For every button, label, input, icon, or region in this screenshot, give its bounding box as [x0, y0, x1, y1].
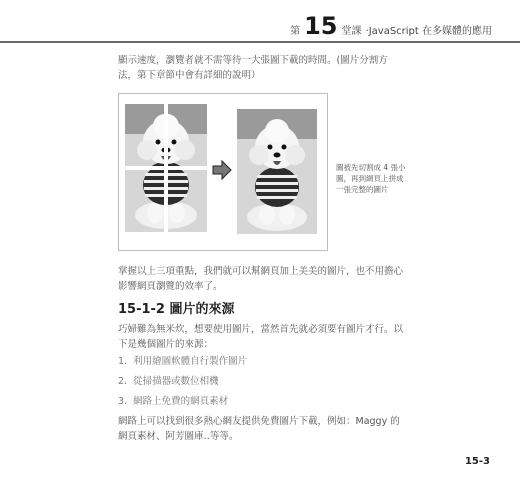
paragraph-2: 掌握以上三項重點，我們就可以幫網頁加上美美的圖片，也不用擔心影響網頁瀏覽的效率了。 [118, 266, 404, 292]
section-title: 圖片的來源 [169, 302, 235, 317]
chapter-prefix: 第 [290, 26, 301, 37]
arrow-right-icon [212, 160, 232, 180]
chapter-header [290, 14, 492, 38]
section-heading [118, 298, 235, 317]
figure-caption: 圖被先切割成 4 張小圖，再到網頁上拼成一張完整的圖片 [336, 163, 406, 194]
list-item-text: 網路上免費的網頁素材 [133, 396, 229, 407]
list-item-number: 2. [118, 376, 128, 387]
assembled-dog-image [237, 109, 317, 234]
tile-top-right [168, 104, 207, 166]
chapter-title: ‧JavaScript 在多媒體的應用 [365, 26, 492, 37]
list-item [118, 352, 247, 372]
chapter-suffix: 堂課 [341, 26, 362, 37]
paragraph-4: 網路上可以找到很多熱心網友提供免費圖片下載，例如：Maggy 的網頁素材、阿芳圖庫‥等等。 [118, 416, 400, 442]
list-item [118, 392, 247, 412]
paragraph-3: 巧婦難為無米炊，想要使用圖片，當然首先就必須要有圖片才行。以下是幾個圖片的來源： [118, 324, 404, 350]
page-number: 15-3 [464, 456, 490, 467]
source-list [118, 352, 247, 412]
paragraph-1: 顯示速度，瀏覽者就不需等待一大張圖下載的時間。(圖片分割方法，第下章節中會有詳細的說明） [118, 55, 388, 81]
tile-bottom-left [125, 170, 164, 232]
list-item-number: 1. [118, 356, 128, 367]
figure-image-split [118, 93, 328, 251]
list-item-text: 利用繪圖軟體自行製作圖片 [133, 356, 248, 367]
list-item-text: 從掃描器或數位相機 [133, 376, 219, 387]
section-number: 15-1-2 [118, 302, 165, 317]
list-item [118, 372, 247, 392]
header-rule [0, 41, 520, 43]
tile-top-left [125, 104, 164, 166]
list-item-number: 3. [118, 396, 128, 407]
tile-bottom-right [168, 170, 207, 232]
chapter-number: 15 [304, 12, 338, 40]
